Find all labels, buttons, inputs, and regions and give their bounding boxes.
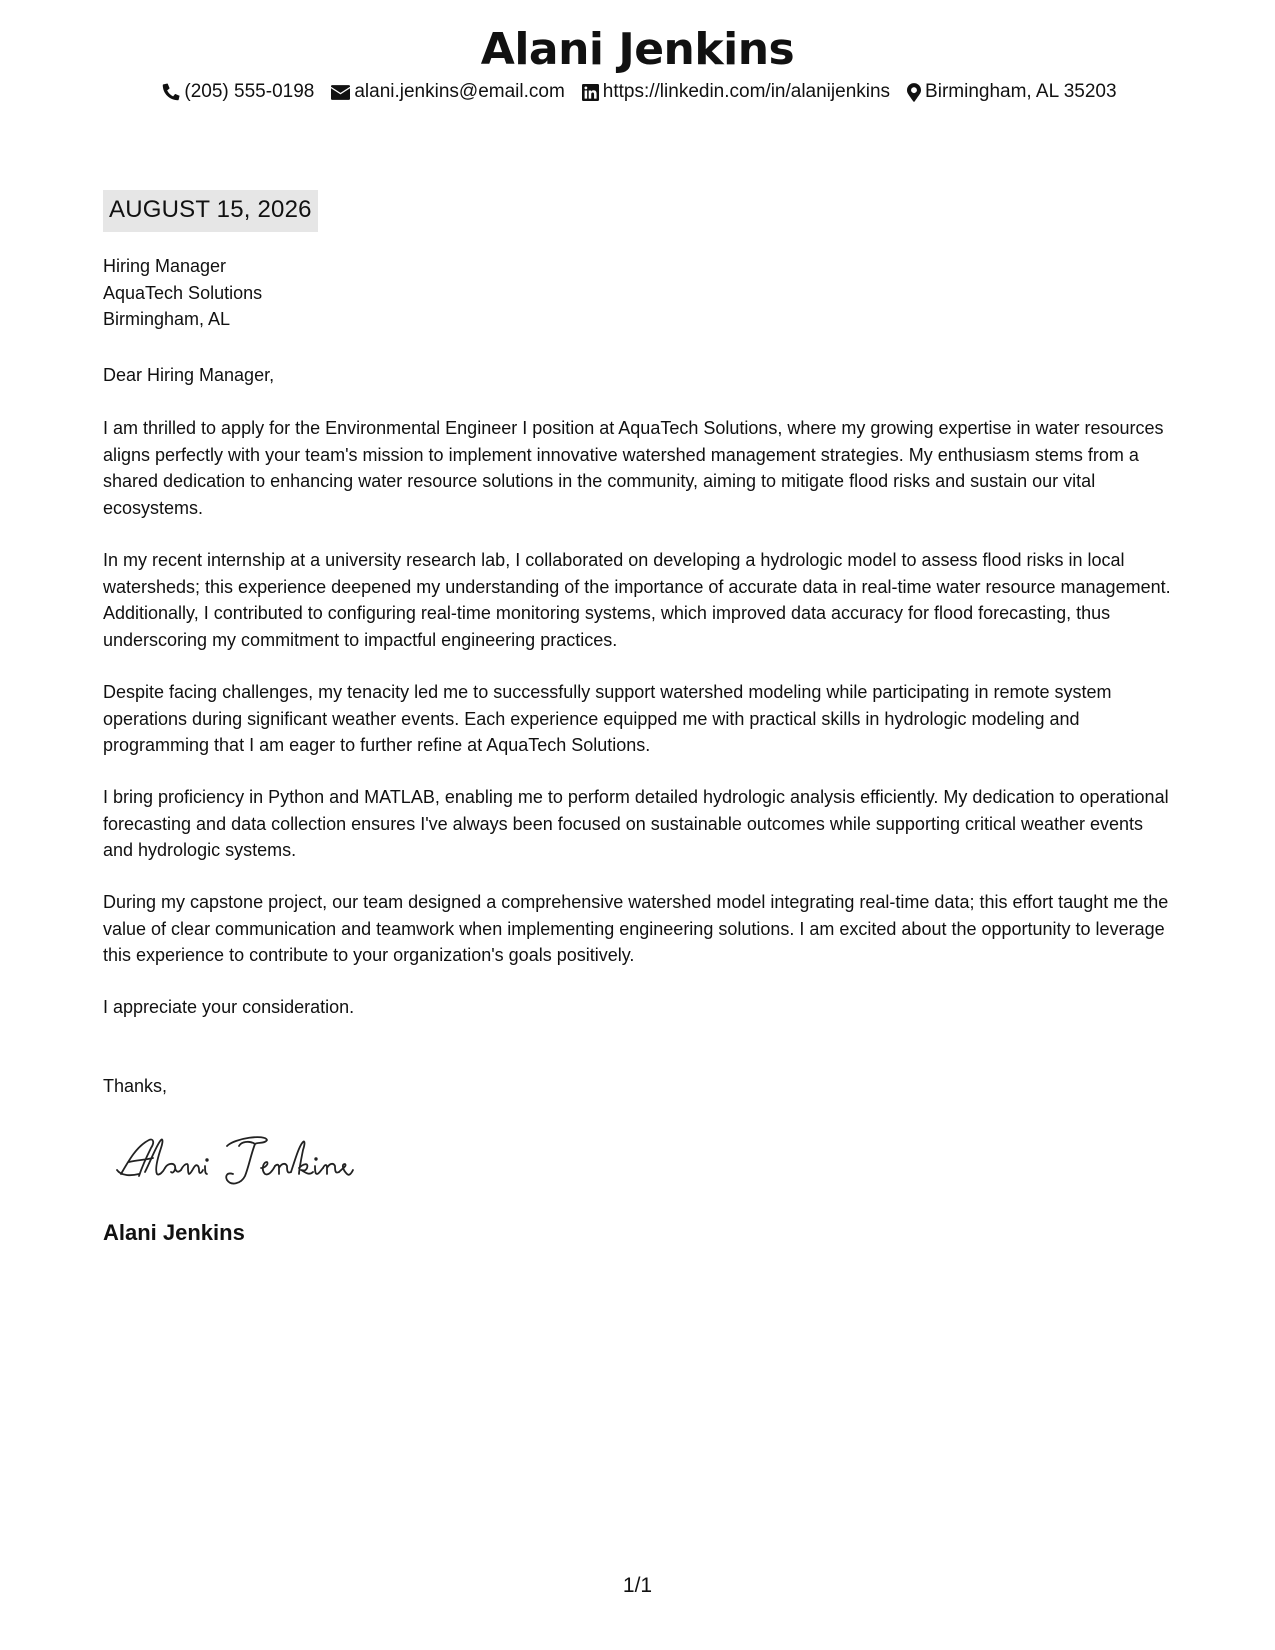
- linkedin-icon: [582, 84, 599, 101]
- paragraph-text: I am thrilled to apply for the Environmental Engineer I position at AquaTech Solutions, where my growing expertise in water resources aligns perfectly with your team's mission to implement innovative watershed management strategies. My enthusiasm stems from a shared dedication to enhancing water resource solutions in the community, aiming to mitigate flood risks and sustain our vital ecosystems.: [103, 418, 1164, 518]
- contact-linkedin: [582, 79, 890, 105]
- body-paragraph: [103, 784, 1178, 864]
- page-number: 1/1: [622, 1574, 653, 1597]
- handwritten-signature: [115, 1130, 355, 1190]
- location-text: Birmingham, AL 35203: [925, 81, 1117, 102]
- paragraph-text: I bring proficiency in Python and MATLAB, enabling me to perform detailed hydrologic analysis efficiently. My dedication to operational forecasting and data collection ensures I've always been focused on sustainable outcomes while supporting critical weather events and hydrologic systems.: [103, 787, 1169, 860]
- recipient-title: Hiring Manager: [103, 256, 227, 276]
- paragraph-text: During my capstone project, our team designed a comprehensive watershed model integrating real-time data; this effort taught me the value of clear communication and teamwork when implementing engineering solutions. I am excited about the opportunity to leverage this experience to contribute to your organization's goals positively.: [103, 892, 1169, 965]
- map-marker-icon: [907, 83, 921, 102]
- body-paragraph: [103, 889, 1178, 969]
- body-paragraph: [103, 547, 1178, 653]
- phone-icon: [162, 83, 180, 101]
- paragraph-text: Despite facing challenges, my tenacity led me to successfully support watershed modeling while participating in remote system operations during significant weather events. Each experience equipped me with practical skills in hydrologic modeling and programming that I am eager to further refine at AquaTech Solutions.: [103, 682, 1112, 755]
- paragraph-text: In my recent internship at a university research lab, I collaborated on developing a hydrologic model to assess flood risks in local watersheds; this experience deepened my understanding of the importance of accurate data in real-time water resource management. Additionally, I contributed to configuring real-time monitoring systems, which improved data accuracy for flood forecasting, thus underscoring my commitment to impactful engineering practices.: [103, 550, 1171, 650]
- email-text: alani.jenkins@email.com: [354, 81, 565, 102]
- body-paragraph: [103, 679, 1178, 759]
- closing-line: I appreciate your consideration.: [103, 997, 355, 1017]
- recipient-block: [103, 253, 262, 333]
- signoff: Thanks,: [103, 1076, 168, 1096]
- contact-bar: [0, 79, 1275, 105]
- letter-date: AUGUST 15, 2026: [103, 190, 318, 232]
- salutation: Dear Hiring Manager,: [103, 365, 275, 385]
- body-paragraph: [103, 415, 1178, 521]
- contact-phone: [162, 79, 314, 105]
- applicant-name: Alani Jenkins: [480, 24, 795, 75]
- contact-email: [331, 79, 564, 105]
- contact-location: [907, 79, 1117, 105]
- envelope-icon: [331, 85, 350, 100]
- phone-text: (205) 555-0198: [184, 81, 315, 102]
- linkedin-text[interactable]: https://linkedin.com/in/alanijenkins: [602, 81, 891, 102]
- recipient-company: AquaTech Solutions: [103, 282, 263, 303]
- recipient-city: Birmingham, AL: [103, 309, 231, 329]
- signature-name: Alani Jenkins: [103, 1220, 245, 1245]
